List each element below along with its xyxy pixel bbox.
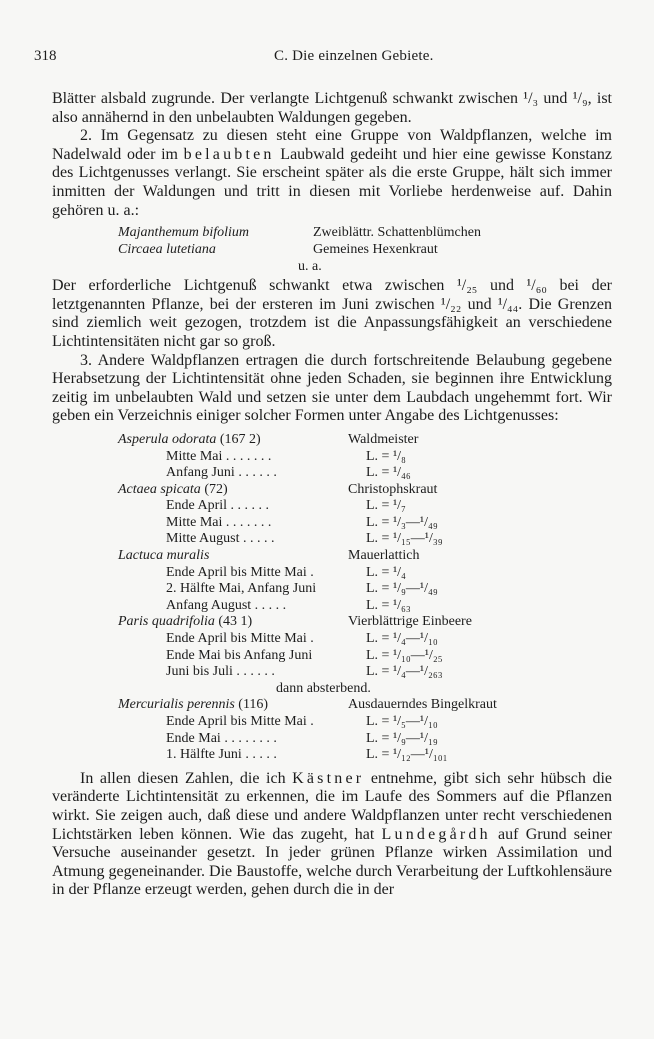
table-row [118, 731, 612, 748]
species-latin: Circaea lutetiana [118, 242, 216, 258]
plant-heading [118, 548, 612, 565]
table-row [118, 747, 612, 764]
paragraph-5 [52, 770, 612, 900]
period: Ende April bis Mitte Mai . [166, 631, 314, 647]
light-value: L. = ¹/₄ [366, 564, 406, 580]
running-title: C. Die einzelnen Gebiete. [274, 48, 434, 64]
plant-heading [118, 482, 612, 499]
lichtgenuss-table [118, 432, 612, 764]
light-value: L. = ¹/₄—¹/₂₆₃ [366, 664, 443, 680]
plant-latin: Actaea spicata [118, 481, 201, 497]
light-value: L. = ¹/₄₆ [366, 465, 411, 481]
table-row [118, 598, 612, 615]
species-row [118, 241, 612, 258]
plant-ref: (116) [238, 697, 269, 713]
paragraph-2-text-b: Laubwald gedeiht und hier eine gewisse Konstanz des Lichtgenusses verlangt. Sie erscheint später als die erste Gruppe, hält sich immer inmitten der Waldungen und tritt in diesen mit Vorliebe herdenweise auf. Dahin gehören u. a.: [52, 145, 613, 219]
species-tail-row [118, 258, 612, 275]
table-row [118, 664, 612, 681]
table-row [118, 631, 612, 648]
author-name-lundegardh: Lundegårdh [381, 825, 491, 843]
light-value: L. = ¹/₅—¹/₁₀ [366, 714, 438, 729]
table-row [118, 498, 612, 515]
period: Anfang August . . . . . [166, 597, 287, 613]
plant-heading [118, 697, 612, 714]
light-value: L. = ¹/₉—¹/₁₉ [366, 730, 438, 746]
period: Ende April . . . . . . [166, 498, 270, 514]
period: Mitte Mai . . . . . . . [166, 514, 272, 530]
table-note: dann absterbend. [276, 680, 371, 696]
paragraph-2 [52, 127, 612, 220]
paragraph-3: Der erforderliche Lichtgenuß schwankt etwa zwischen ¹/₂₅ und ¹/₆₀ bei der letztgenannten Pflanze, bei der ersteren im Juni zwischen ¹/₂₂ und ¹/₄₄. Die Grenzen sind ziemlich weit gezogen, trotzdem ist die Anpassungsfähigkeit an verschiedene Lichtintensitäten nicht gar so groß. [52, 277, 612, 350]
period: Ende Mai bis Anfang Juni [166, 647, 313, 663]
plant-latin: Paris quadrifolia [118, 614, 215, 630]
species-row [118, 224, 612, 241]
plant-german: Christophskraut [348, 481, 438, 497]
period: Juni bis Juli . . . . . . [166, 664, 275, 680]
period: Ende April bis Mitte Mai . [166, 714, 314, 729]
plant-latin: Asperula odorata [118, 431, 217, 447]
page-header [34, 48, 620, 72]
table-row [118, 714, 612, 731]
plant-german: Ausdauerndes Bingelkraut [348, 697, 497, 713]
light-value: L. = ¹/₁₂—¹/₁₀₁ [366, 747, 448, 763]
paragraph-1: Blätter alsbald zugrunde. Der verlangte Lichtgenuß schwankt zwischen ¹/₃ und ¹/₉, ist also annähernd in den unbelaubten Waldungen gegeben. [52, 90, 612, 126]
light-value: L. = ¹/₇ [366, 498, 406, 514]
body-text [52, 90, 612, 900]
plant-heading [118, 432, 612, 449]
plant-ref: (167 2) [219, 431, 261, 447]
plant-latin: Lactuca muralis [118, 548, 210, 564]
period: 2. Hälfte Mai, Anfang Juni [166, 581, 317, 597]
table-row [118, 565, 612, 582]
table-row [118, 531, 612, 548]
table-row [118, 449, 612, 466]
species-german: Gemeines Hexenkraut [313, 242, 438, 258]
light-value: L. = ¹/₉—¹/₄₉ [366, 581, 438, 597]
light-value: L. = ¹/₁₀—¹/₂₅ [366, 647, 443, 663]
light-value: L. = ¹/₄—¹/₁₀ [366, 631, 438, 647]
species-german: Zweiblättr. Schattenblümchen [313, 225, 481, 241]
light-value: L. = ¹/₆₃ [366, 597, 411, 613]
plant-german: Vierblättrige Einbeere [348, 614, 472, 630]
period: Mitte Mai . . . . . . . [166, 448, 272, 464]
table-row [118, 515, 612, 532]
species-tail: u. a. [298, 259, 322, 275]
paragraph-2-text-a: 2. Im Gegensatz zu diesen steht eine Gruppe von Waldpflanzen, welche im Nadelwald oder im [52, 127, 612, 163]
table-row [118, 465, 612, 482]
plant-latin: Mercurialis perennis [118, 697, 235, 713]
paragraph-4: 3. Andere Waldpflanzen ertragen die durch fortschreitende Belaubung gegebene Herabsetzung der Lichtintensität ohne jeden Schaden, sie beginnen ihre Entwicklung zeitig im unbelaubten Wald und setzen sie unter dem Laubdach ungehemmt fort. Wir geben ein Verzeichnis einiger solcher Formen unter Angabe des Lichtgenusses: [52, 351, 612, 425]
period: Ende April bis Mitte Mai . [166, 564, 314, 580]
page-number: 318 [34, 48, 57, 64]
paragraph-5-text-b: entnehme, gibt sich sehr hübsch die veränderte Lichtintensität zu erkennen, die im Laufe des Sommers auf die Pflanzen wirkt. Sie zeigen auch, daß diese und andere Waldpflanzen unter recht verschiedenen Lichtstärken leben können. Wie das zugeht, hat [52, 769, 613, 843]
plant-german: Waldmeister [348, 431, 419, 447]
period: Ende Mai . . . . . . . . [166, 730, 277, 746]
author-name-kaestner: Kästner [292, 769, 365, 787]
light-value: L. = ¹/₈ [366, 448, 406, 464]
table-row [118, 648, 612, 665]
table-note-row [118, 681, 612, 698]
paragraph-5-text-a: In allen diesen Zahlen, die ich [80, 769, 293, 787]
period: Anfang Juni . . . . . . [166, 465, 277, 481]
light-value: L. = ¹/₃—¹/₄₉ [366, 514, 438, 530]
period: Mitte August . . . . . [166, 531, 275, 547]
period: 1. Hälfte Juni . . . . . [166, 747, 277, 763]
plant-german: Mauerlattich [348, 548, 420, 564]
plant-ref: (72) [204, 481, 228, 497]
light-value: L. = ¹/₁₅—¹/₃₉ [366, 531, 443, 547]
species-latin: Majanthemum bifolium [118, 225, 250, 241]
plant-ref: (43 1) [218, 614, 253, 630]
plant-heading [118, 614, 612, 631]
species-list [118, 224, 612, 275]
table-row [118, 581, 612, 598]
paragraph-5-text-c: auf Grund seiner Versuche auseinander gesetzt. In jeder grünen Pflanze wirken Assimilation und Atmung gegeneinander. Die Baustoffe, welche durch Verarbeitung der Luftkohlensäure in der Pflanze erzeugt werden, gehen durch die in der [52, 825, 613, 899]
emphasis-belaubten: belaubten [183, 145, 275, 163]
